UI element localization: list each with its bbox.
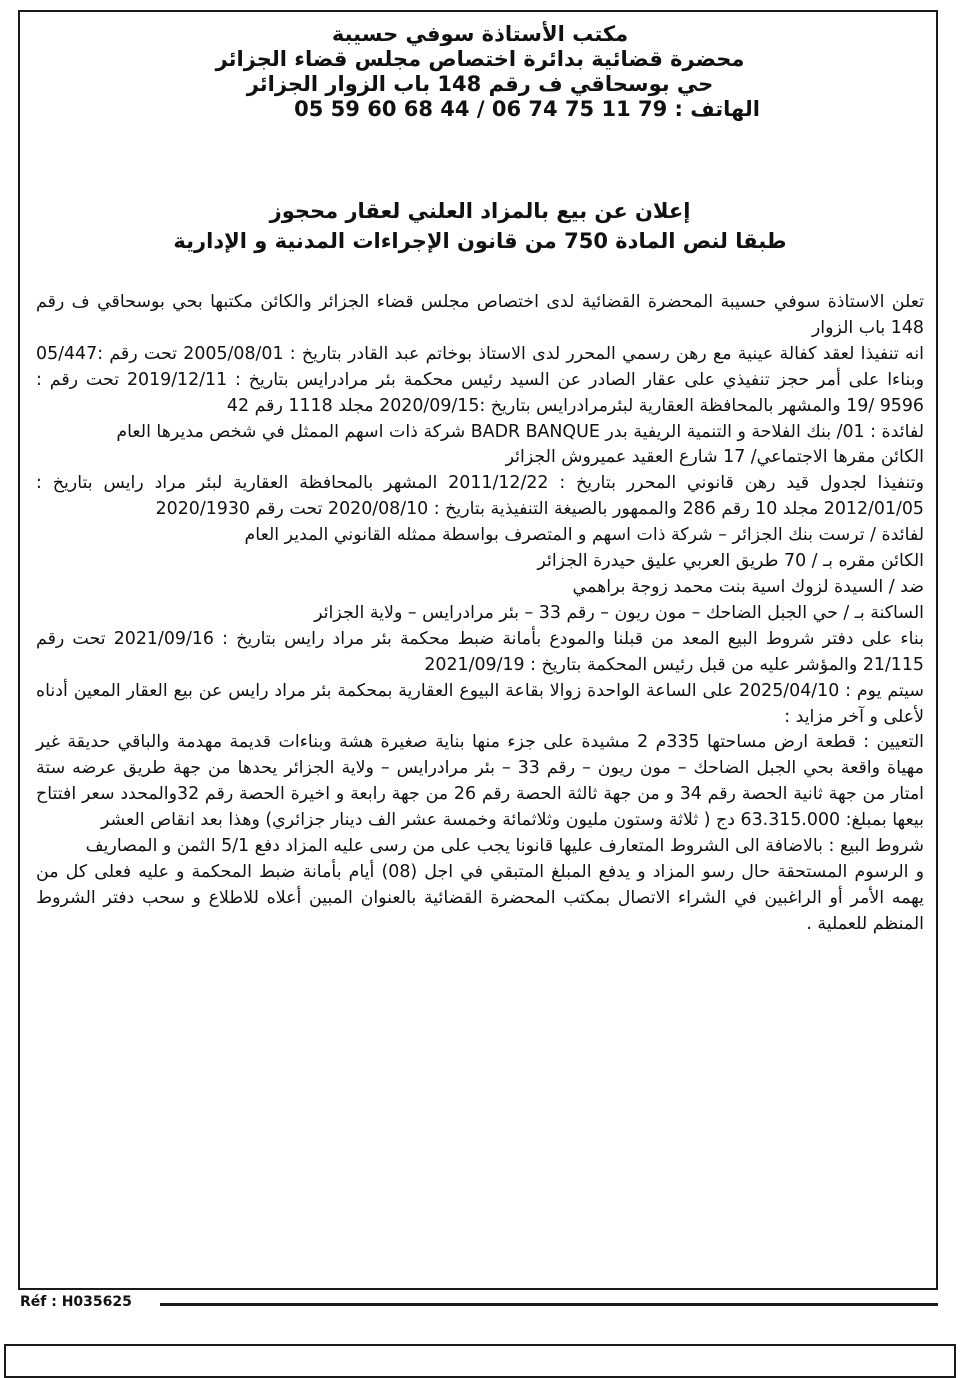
paragraph-sale-date: سيتم يوم : 2025/04/10 على الساعة الواحدة زوالا بقاعة البيوع العقارية بمحكمة بئر مراد رايس عن بيع العقار المعين أدناه لأعلى و آخر مزايد : — [36, 680, 924, 727]
office-address: حي بوسحاقي ف رقم 148 باب الزوار الجزائر — [246, 72, 714, 96]
paragraph-beneficiary-1-address: الكائن مقرها الاجتماعي/ 17 شارع العقيد عميروش الجزائر — [505, 447, 924, 468]
paragraph-intro: تعلن الاستاذة سوفي حسيبة المحضرة القضائية لدى اختصاص مجلس قضاء الجزائر والكائن مكتبها بحي بوسحاقي ف رقم 148 باب الزوار — [36, 292, 924, 338]
bailiff-header — [60, 22, 900, 122]
paragraph-debtor-address: الساكنة بـ / حي الجبل الضاحك – مون ريون – رقم 33 – بئر مرادرايس – ولاية الجزائر — [314, 602, 924, 623]
paragraph-mortgage: وتنفيذا لجدول قيد رهن قانوني المحرر بتاريخ : 2011/12/22 المشهر بالمحافظة العقارية لبئر مراد رايس بتاريخ : 2012/01/05 مجلد 10 رقم 286 والممهور بالصيغة التنفيذية بتاريخ : 2020/08/10 تحت رقم 2020/1930 — [36, 473, 924, 520]
office-phone: الهاتف : 79 11 75 74 06 / 44 68 60 59 05 — [294, 97, 760, 121]
paragraph-beneficiary-1: لفائدة : 01/ بنك الفلاحة و التنمية الريفية بدر BADR BANQUE شركة ذات اسهم الممثل في شخص مديرها العام — [116, 421, 924, 442]
office-name: مكتب الأستاذة سوفي حسيبة — [331, 22, 629, 46]
paragraph-property: التعيين : قطعة ارض مساحتها 335م 2 مشيدة على جزء منها بناية صغيرة هشة وبناءات قديمة مهدمة والباقي حديقة غير مهياة واقعة بحي الجبل الضاحك – مون ريون – رقم 33 – بئر مرادرايس – ولاية الجزائر يحدها من جهة طريق عرضه ستة امتار من جهة ثانية الحصة رقم 34 و من جهة ثالثة الحصة رقم 26 من جهة رابعة و اخيرة الحصة رقم 32والمحدد سعر افتتاح بيعها بمبلغ: 63.315.000 دج ( ثلاثة وستون مليون وثلاثمائة وخمسة عشر الف دينار جزائري) وهذا بعد انقاص العشر — [36, 732, 924, 831]
title-line-2: طبقا لنص المادة 750 من قانون الإجراءات المدنية و الإدارية — [173, 229, 787, 253]
paragraph-execution: انه تنفيذا لعقد كفالة عينية مع رهن رسمي المحرر لدى الاستاذ بوخاتم عبد القادر بتاريخ : 2005/08/01 تحت رقم :05/447 وبناءا على أمر حجز تنفيذي على عقار الصادر عن السيد رئيس محكمة بئر مرادرايس بتاريخ : 2019/12/11 تحت رقم : 9596 /19 والمشهر بالمحافظة العقارية لبئرمرادرايس بتاريخ :2020/09/15 مجلد 1118 رقم 42 — [36, 343, 924, 416]
paragraph-against: ضد / السيدة لزوك اسية بنت محمد زوجة براهمي — [572, 576, 924, 597]
next-notice-border — [4, 1344, 956, 1378]
notice-title — [40, 196, 920, 256]
reference-rule — [160, 1303, 938, 1306]
paragraph-conditions-book: بناء على دفتر شروط البيع المعد من قبلنا والمودع بأمانة ضبط محكمة بئر مراد رايس بتاريخ : 2021/09/16 تحت رقم 21/115 والمؤشر عليه من قبل رئيس المحكمة بتاريخ : 2021/09/19 — [36, 628, 924, 675]
paragraph-beneficiary-2: لفائدة / ترست بنك الجزائر – شركة ذات اسهم و المتصرف بواسطة ممثله القانوني المدير العام — [244, 525, 924, 546]
notice-body — [36, 290, 924, 938]
paragraph-fees: و الرسوم المستحقة حال رسو المزاد و يدفع المبلغ المتبقي في اجل (08) أيام بأمانة ضبط المحكمة و عليه فعلى كل من يهمه الأمر أو الراغبين في الشراء الاتصال بمكتب المحضرة القضائية بالعنوان المبين أعلاه للاطلاع و سحب دفتر الشروط المنظم للعملية . — [36, 861, 924, 934]
reference-code: Réf : H035625 — [20, 1294, 136, 1310]
paragraph-beneficiary-2-address: الكائن مقره بـ / 70 طريق العربي عليق حيدرة الجزائر — [537, 551, 924, 572]
office-role: محضرة قضائية بدائرة اختصاص مجلس قضاء الجزائر — [215, 47, 745, 71]
paragraph-sale-conditions: شروط البيع : بالاضافة الى الشروط المتعارف عليها قانونا يجب على من رسى عليه المزاد دفع 5/1 الثمن و المصاريف — [85, 836, 924, 857]
title-line-1: إعلان عن بيع بالمزاد العلني لعقار محجوز — [269, 199, 691, 223]
